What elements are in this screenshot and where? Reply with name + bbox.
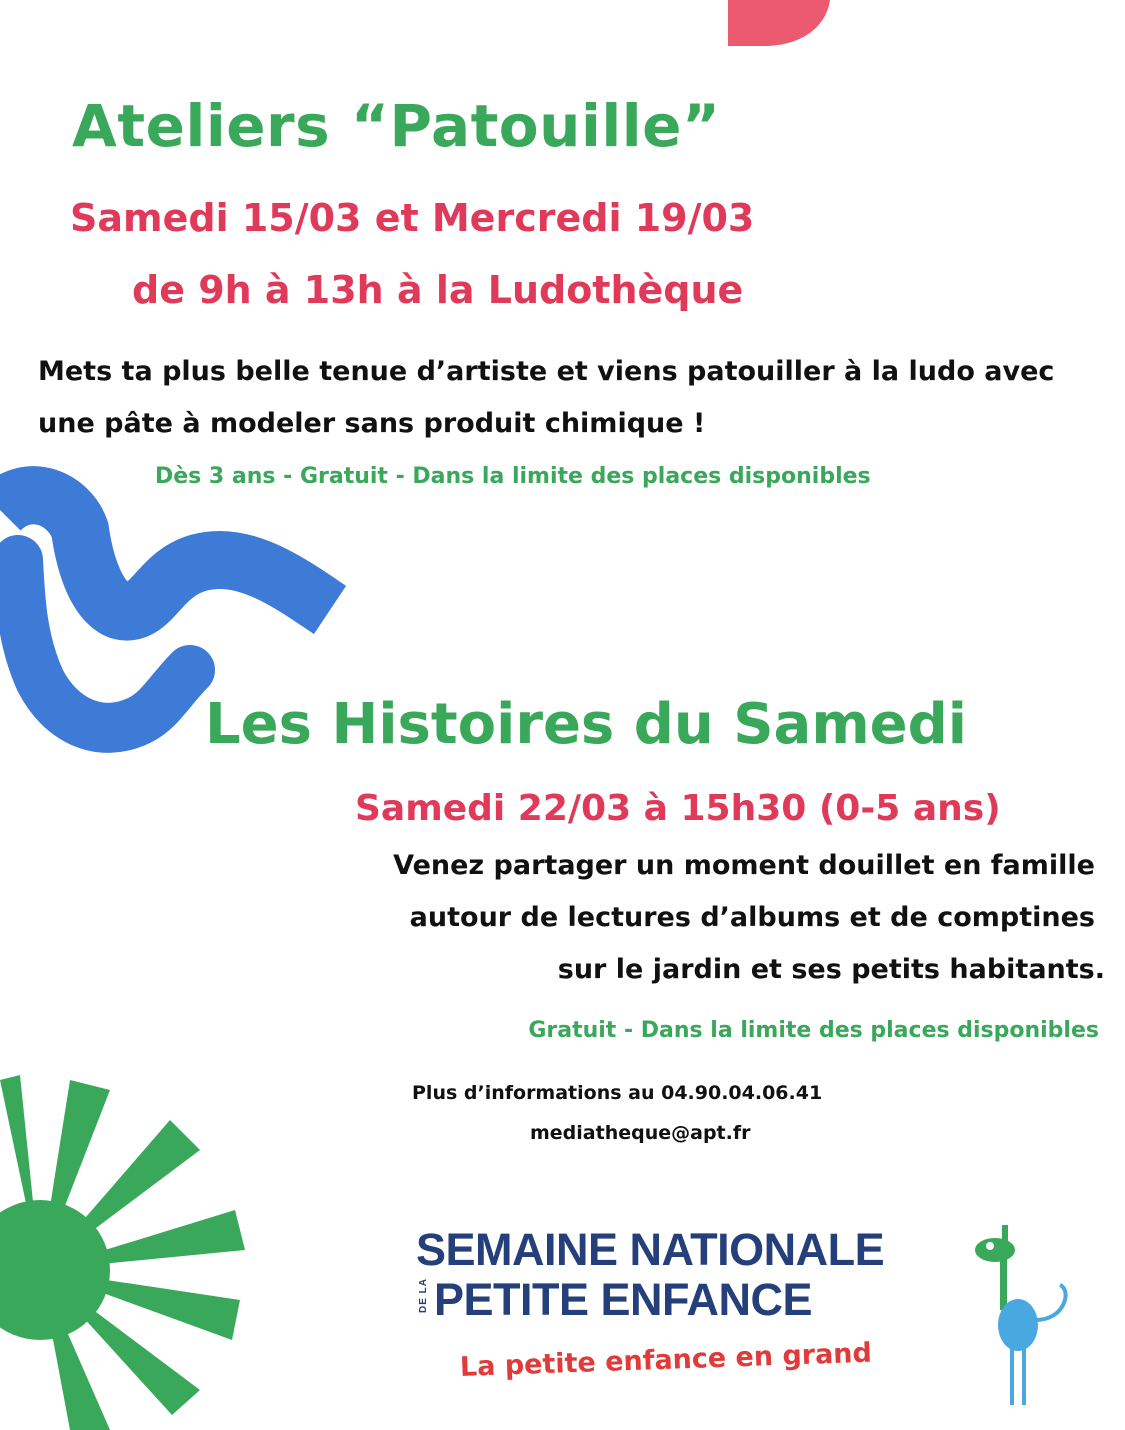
event2-info: Gratuit - Dans la limite des places disponibles <box>528 1018 1099 1043</box>
event1-time-place: de 9h à 13h à la Ludothèque <box>132 268 744 312</box>
event1-title: Ateliers “Patouille” <box>72 92 721 160</box>
contact-email[interactable]: mediatheque@apt.fr <box>530 1122 751 1144</box>
logo-tagline: La petite enfance en grand <box>459 1337 873 1383</box>
event2-dates: Samedi 22/03 à 15h30 (0-5 ans) <box>355 788 1001 829</box>
giraffe-mascot-shape <box>975 1225 1066 1405</box>
event1-info: Dès 3 ans - Gratuit - Dans la limite des places disponibles <box>155 464 871 489</box>
green-starburst-shape <box>0 1075 245 1430</box>
logo-de-la: DE LA <box>418 1278 429 1313</box>
event1-description: Mets ta plus belle tenue d’artiste et viens patouiller à la ludo avec une pâte à modeler sans produit chimique ! <box>38 356 1055 439</box>
blue-wave-shape <box>0 495 330 611</box>
semaine-petite-enfance-logo <box>416 1212 976 1412</box>
logo-line1: SEMAINE NATIONALE <box>416 1224 885 1275</box>
event2-description-line: Venez partager un moment douillet en famille <box>393 850 1095 881</box>
event2-description-line: sur le jardin et ses petits habitants. <box>557 954 1105 985</box>
event2-title: Les Histoires du Samedi <box>205 692 967 757</box>
logo-line2: PETITE ENFANCE <box>434 1274 813 1325</box>
event2-description-line: autour de lectures d’albums et de comptines <box>409 902 1095 933</box>
contact-phone: Plus d’informations au 04.90.04.06.41 <box>412 1082 823 1104</box>
pink-blob-shape <box>728 0 830 46</box>
event1-dates: Samedi 15/03 et Mercredi 19/03 <box>70 196 755 240</box>
